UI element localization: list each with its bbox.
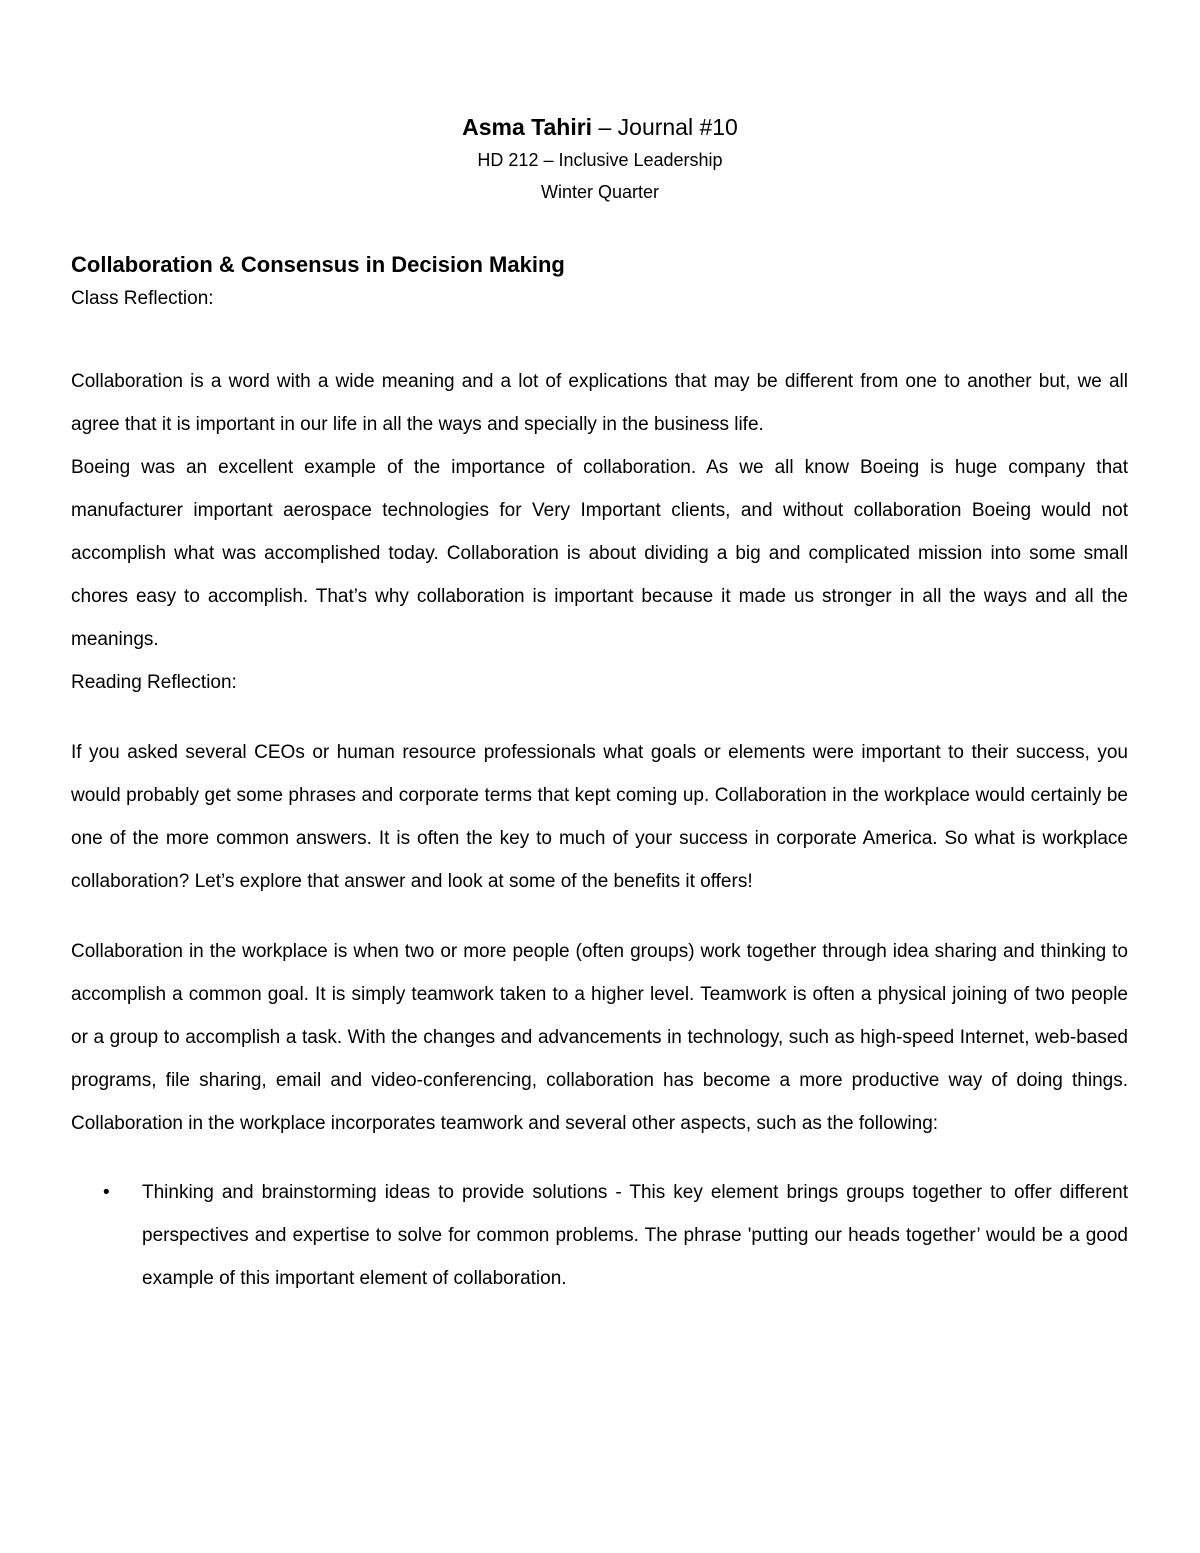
bullet-list [71, 1171, 1128, 1300]
author-name: Asma Tahiri [462, 114, 593, 140]
journal-title [0, 110, 1200, 144]
section-title: Collaboration & Consensus in Decision Making [71, 252, 565, 277]
journal-number: – Journal #10 [592, 114, 738, 140]
list-item [71, 1171, 1128, 1300]
bullet-icon: • [103, 1182, 110, 1203]
reading-paragraph-2: Collaboration in the workplace is when two or more people (often groups) work together through idea sharing and thinking to accomplish a common goal. It is simply teamwork taken to a higher level. Teamwork is often a physical joining of two people or a group to accomplish a task. With the changes and advancements in technology, such as high-speed Internet, web-based programs, file sharing, email and video-conferencing, collaboration has become a more productive way of doing things. Collaboration in the workplace incorporates teamwork and several other aspects, such as the following: [71, 941, 1128, 1134]
class-paragraph-2: Boeing was an excellent example of the importance of collaboration. As we all know Boeing is huge company that manufacturer important aerospace technologies for Very Important clients, and without collaboration Boeing would not accomplish what was accomplished today. Collaboration is about dividing a big and complicated mission into some small chores easy to accomplish. That’s why collaboration is important because it made us stronger in all the ways and all the meanings. [71, 457, 1128, 650]
document-body [71, 248, 1128, 1300]
class-paragraph-1: Collaboration is a word with a wide meaning and a lot of explications that may be different from one to another but, we all agree that it is important in our life in all the ways and specially in the business life. [71, 371, 1128, 435]
bullet-text: Thinking and brainstorming ideas to provide solutions - This key element brings groups together to offer different perspectives and expertise to solve for common problems. The phrase 'putting our heads together’ would be a good example of this important element of collaboration. [142, 1182, 1128, 1289]
course-name: HD 212 – Inclusive Leadership [477, 150, 723, 170]
reading-reflection-label: Reading Reflection: [71, 672, 237, 693]
document-header [0, 110, 1200, 208]
spacer [71, 903, 1128, 930]
term-name: Winter Quarter [540, 182, 660, 202]
spacer [71, 704, 1128, 731]
reading-paragraph-1: If you asked several CEOs or human resource professionals what goals or elements were important to their success, you would probably get some phrases and corporate terms that kept coming up. Collaboration in the workplace would certainly be one of the more common answers. It is often the key to much of your success in corporate America. So what is workplace collaboration? Let’s explore that answer and look at some of the benefits it offers! [71, 742, 1128, 892]
spacer [71, 316, 1128, 360]
class-reflection-label: Class Reflection: [71, 288, 214, 309]
